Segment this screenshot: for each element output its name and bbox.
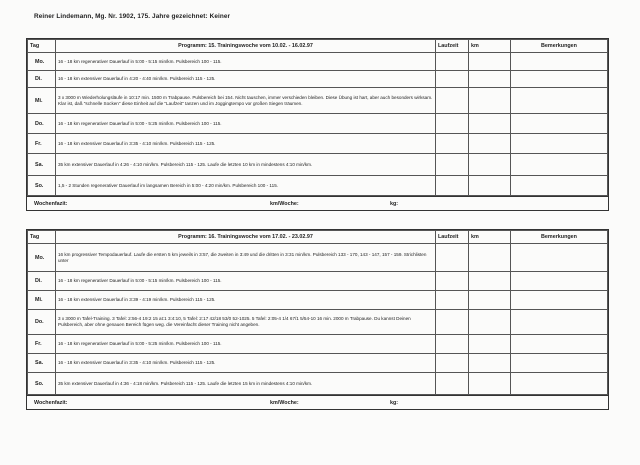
km-woche-label: km/Woche: bbox=[270, 399, 299, 406]
km-woche-label: km/Woche: bbox=[270, 200, 299, 207]
kg-label: kg: bbox=[390, 200, 399, 207]
km-cell[interactable] bbox=[469, 291, 511, 310]
km-cell[interactable] bbox=[469, 354, 511, 373]
day-row bbox=[28, 354, 608, 373]
bemerkungen-cell[interactable] bbox=[511, 291, 608, 310]
bemerkungen-cell[interactable] bbox=[511, 114, 608, 134]
laufzeit-cell[interactable] bbox=[436, 114, 469, 134]
day-label: Fr. bbox=[28, 134, 56, 154]
laufzeit-cell[interactable] bbox=[436, 272, 469, 291]
km-cell[interactable] bbox=[469, 114, 511, 134]
day-label: Sa. bbox=[28, 154, 56, 176]
plan-table bbox=[27, 230, 608, 395]
day-row bbox=[28, 244, 608, 272]
day-description: 16 - 18 km regenerativer Dauerlauf in 5:00 - 5:25 min/km. Pulsbereich 100 - 115. bbox=[56, 114, 436, 134]
plan-title-row bbox=[28, 40, 608, 53]
column-header-day: Tag bbox=[28, 40, 56, 53]
bemerkungen-cell[interactable] bbox=[511, 373, 608, 395]
km-cell[interactable] bbox=[469, 373, 511, 395]
column-header-km: km bbox=[469, 231, 511, 244]
day-description: 16 - 18 km extensiver Dauerlauf in 3:35 - 4:10 min/km. Pulsbereich 115 - 125. bbox=[56, 354, 436, 373]
day-description: 16 km progressiver Tempodauerlauf. Laufe die ersten 5 km jeweils in 3:57, die zweiten in 3:49 und die dritten in 3:31 min/km. Pulsbereich 133 - 170, 143 - 147, 157 - 159. Strichlisten unter bbox=[56, 244, 436, 272]
km-cell[interactable] bbox=[469, 244, 511, 272]
document-header: Reiner Lindemann, Mg. Nr. 1902, 175. Jahre gezeichnet: Keiner bbox=[34, 13, 231, 20]
day-description: 16 - 18 km extensiver Dauerlauf in 4:20 - 4:40 min/km. Pulsbereich 115 - 125. bbox=[56, 71, 436, 88]
day-label: Mi. bbox=[28, 291, 56, 310]
day-description: 16 - 18 km regenerativer Dauerlauf in 5:00 - 5:25 min/km. Pulsbereich 100 - 115. bbox=[56, 335, 436, 354]
column-header-bemerkungen: Bemerkungen bbox=[511, 231, 608, 244]
km-cell[interactable] bbox=[469, 134, 511, 154]
day-label: Di. bbox=[28, 272, 56, 291]
day-description: 16 - 18 km extensiver Dauerlauf in 3:35 - 4:10 min/km. Pulsbereich 115 - 125. bbox=[56, 134, 436, 154]
laufzeit-cell[interactable] bbox=[436, 244, 469, 272]
day-row bbox=[28, 71, 608, 88]
plan-table bbox=[27, 39, 608, 196]
column-header-bemerkungen: Bemerkungen bbox=[511, 40, 608, 53]
laufzeit-cell[interactable] bbox=[436, 335, 469, 354]
day-row bbox=[28, 310, 608, 335]
laufzeit-cell[interactable] bbox=[436, 354, 469, 373]
laufzeit-cell[interactable] bbox=[436, 88, 469, 114]
day-row bbox=[28, 114, 608, 134]
column-header-day: Tag bbox=[28, 231, 56, 244]
wochenfazit-label: Wochenfazit: bbox=[34, 200, 68, 207]
plan-footer bbox=[27, 196, 608, 210]
column-header-laufzeit: Laufzeit bbox=[436, 40, 469, 53]
bemerkungen-cell[interactable] bbox=[511, 176, 608, 196]
day-label: Mo. bbox=[28, 244, 56, 272]
day-description: 35 km extensiver Dauerlauf in 4:36 - 4:18 min/km. Pulsbereich 115 - 125. Laufe die letzten 15 km in mindestens 4:10 min/km. bbox=[56, 373, 436, 395]
km-cell[interactable] bbox=[469, 310, 511, 335]
day-label: Fr. bbox=[28, 335, 56, 354]
kg-label: kg: bbox=[390, 399, 399, 406]
day-label: So. bbox=[28, 176, 56, 196]
bemerkungen-cell[interactable] bbox=[511, 71, 608, 88]
day-description: 16 - 18 km regenerativer Dauerlauf in 5:00 - 5:15 min/km. Pulsbereich 100 - 115. bbox=[56, 53, 436, 71]
day-description: 1,5 - 2 Stunden regenerativer Dauerlauf im langsamen Bereich in 5:00 - 4:20 min/km. Pulsbereich 100 - 115. bbox=[56, 176, 436, 196]
bemerkungen-cell[interactable] bbox=[511, 134, 608, 154]
plan-title: Programm: 15. Trainingswoche vom 10.02. - 16.02.97 bbox=[56, 40, 436, 53]
laufzeit-cell[interactable] bbox=[436, 176, 469, 196]
km-cell[interactable] bbox=[469, 154, 511, 176]
column-header-laufzeit: Laufzeit bbox=[436, 231, 469, 244]
day-label: Do. bbox=[28, 310, 56, 335]
laufzeit-cell[interactable] bbox=[436, 310, 469, 335]
day-row bbox=[28, 154, 608, 176]
laufzeit-cell[interactable] bbox=[436, 134, 469, 154]
day-row bbox=[28, 53, 608, 71]
day-description: 35 km extensiver Dauerlauf in 4:26 - 4:10 min/km. Pulsbereich 115 - 125. Laufe die letzten 10 km in mindestens 4:10 min/km. bbox=[56, 154, 436, 176]
day-label: Mi. bbox=[28, 88, 56, 114]
day-row bbox=[28, 373, 608, 395]
day-description: 3 x 3000 m Tafel-Training. 3 Tafel: 2:56-4 19:2 15 at:1 3:4:10, 5 Tafel: 2:17 42/18 53/0 52-1025. 5 Tafel: 2:05-4 1/4 67/1 5/54-10 16 min. 2000 m Trabpause. Du kannst Deinen Pulsbereich, aber ohne genauen Bereich fügen weg. die Vereinfacht dieser Training nicht angeben. bbox=[56, 310, 436, 335]
laufzeit-cell[interactable] bbox=[436, 373, 469, 395]
training-plan-week-16 bbox=[26, 229, 609, 410]
day-description: 3 x 3000 m Wiederholungsläufe in 10:17 min. 1500 m Trabpause. Pulsbereich bei 154. Nicht tauschen, immer verschieden bleiben. Diese Übung ist hart, aber auch besonders wirksam. Klar ist, daß "schnelle Socken" diese Einheit auf die "Laufzeit" tanzen und im Joggingtempo vor großen Siegen träumen. bbox=[56, 88, 436, 114]
km-cell[interactable] bbox=[469, 53, 511, 71]
km-cell[interactable] bbox=[469, 335, 511, 354]
plan-title-row bbox=[28, 231, 608, 244]
bemerkungen-cell[interactable] bbox=[511, 272, 608, 291]
laufzeit-cell[interactable] bbox=[436, 71, 469, 88]
day-row bbox=[28, 272, 608, 291]
day-label: Sa. bbox=[28, 354, 56, 373]
day-description: 16 - 18 km regenerativer Dauerlauf in 5:00 - 5:15 min/km. Pulsbereich 100 - 115. bbox=[56, 272, 436, 291]
bemerkungen-cell[interactable] bbox=[511, 310, 608, 335]
laufzeit-cell[interactable] bbox=[436, 154, 469, 176]
day-row bbox=[28, 335, 608, 354]
day-label: Di. bbox=[28, 71, 56, 88]
day-row bbox=[28, 134, 608, 154]
day-label: Do. bbox=[28, 114, 56, 134]
bemerkungen-cell[interactable] bbox=[511, 354, 608, 373]
bemerkungen-cell[interactable] bbox=[511, 154, 608, 176]
wochenfazit-label: Wochenfazit: bbox=[34, 399, 68, 406]
day-row bbox=[28, 176, 608, 196]
day-label: So. bbox=[28, 373, 56, 395]
plan-footer bbox=[27, 395, 608, 409]
bemerkungen-cell[interactable] bbox=[511, 335, 608, 354]
laufzeit-cell[interactable] bbox=[436, 291, 469, 310]
km-cell[interactable] bbox=[469, 88, 511, 114]
day-row bbox=[28, 291, 608, 310]
laufzeit-cell[interactable] bbox=[436, 53, 469, 71]
bemerkungen-cell[interactable] bbox=[511, 88, 608, 114]
plan-title: Programm: 16. Trainingswoche vom 17.02. - 23.02.97 bbox=[56, 231, 436, 244]
day-row bbox=[28, 88, 608, 114]
km-cell[interactable] bbox=[469, 71, 511, 88]
day-label: Mo. bbox=[28, 53, 56, 71]
bemerkungen-cell[interactable] bbox=[511, 244, 608, 272]
bemerkungen-cell[interactable] bbox=[511, 53, 608, 71]
training-plan-week-15 bbox=[26, 38, 609, 211]
column-header-km: km bbox=[469, 40, 511, 53]
km-cell[interactable] bbox=[469, 176, 511, 196]
km-cell[interactable] bbox=[469, 272, 511, 291]
day-description: 16 - 18 km extensiver Dauerlauf in 3:39 - 4:19 min/km. Pulsbereich 115 - 125. bbox=[56, 291, 436, 310]
